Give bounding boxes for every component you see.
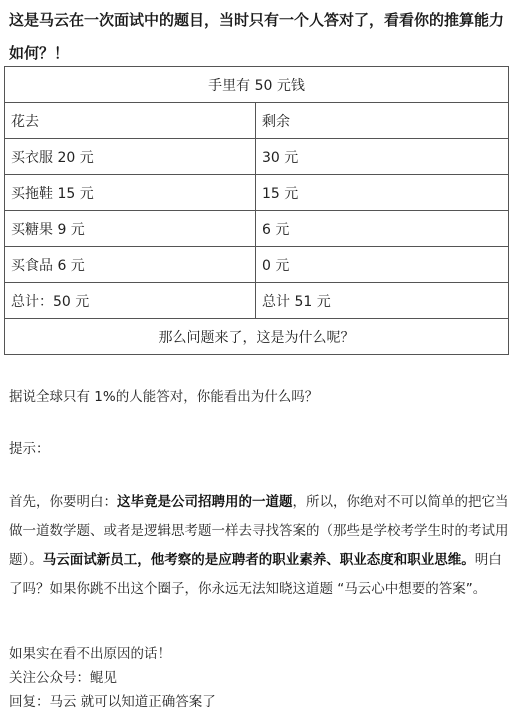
hint-bold-a: 这毕竟是公司招聘用的一道题	[117, 494, 293, 510]
table-row	[5, 175, 509, 211]
cell-remain: 6 元	[256, 211, 509, 247]
column-header-row	[5, 103, 509, 139]
puzzle-table	[4, 66, 509, 355]
paragraph-claim: 据说全球只有 1%的人能答对，你能看出为什么吗？	[9, 389, 319, 405]
table-row	[5, 247, 509, 283]
cell-spent: 买衣服 20 元	[5, 139, 256, 175]
cell-remain-total: 总计 51 元	[256, 283, 509, 319]
column-header-remain: 剩余	[256, 103, 509, 139]
hint-text-b: ，所以，你绝对不可以简单的把它当做一道数学题、或者是逻辑思考题一样去寻找答案的（那些是学校考学生时的考试用题）。	[9, 494, 509, 568]
paragraph-hint-label: 提示：	[9, 441, 50, 457]
paragraph-follow: 关注公众号：鲲见	[9, 670, 117, 686]
table-row	[5, 211, 509, 247]
table-row	[5, 139, 509, 175]
cell-spent: 买糖果 9 元	[5, 211, 256, 247]
hint-text-c: 明白了吗？如果你跳不出这个圈子，你永远无法知晓这道题 “马云心中想要的答案”。	[9, 552, 502, 597]
table-footer: 那么问题来了，这是为什么呢？	[5, 319, 509, 355]
table-footer-row	[5, 319, 509, 355]
cell-spent: 买拖鞋 15 元	[5, 175, 256, 211]
hint-bold-b: 马云面试新员工，他考察的是应聘者的职业素养、职业态度和职业思维。	[42, 552, 475, 568]
paragraph-cta: 如果实在看不出原因的话！	[9, 646, 171, 662]
hint-text-a: 首先，你要明白：	[9, 494, 117, 510]
table-header-row	[5, 67, 509, 103]
cell-spent-total: 总计：50 元	[5, 283, 256, 319]
paragraph-reply: 回复：马云 就可以知道正确答案了	[9, 694, 216, 710]
column-header-spent: 花去	[5, 103, 256, 139]
cell-remain: 30 元	[256, 139, 509, 175]
cell-remain: 0 元	[256, 247, 509, 283]
cell-remain: 15 元	[256, 175, 509, 211]
table-row-total	[5, 283, 509, 319]
article-title: 这是马云在一次面试中的题目，当时只有一个人答对了，看看你的推算能力如何？！	[9, 11, 505, 62]
cell-spent: 买食品 6 元	[5, 247, 256, 283]
table-header: 手里有 50 元钱	[5, 67, 509, 103]
paragraph-hint-body	[9, 488, 509, 604]
